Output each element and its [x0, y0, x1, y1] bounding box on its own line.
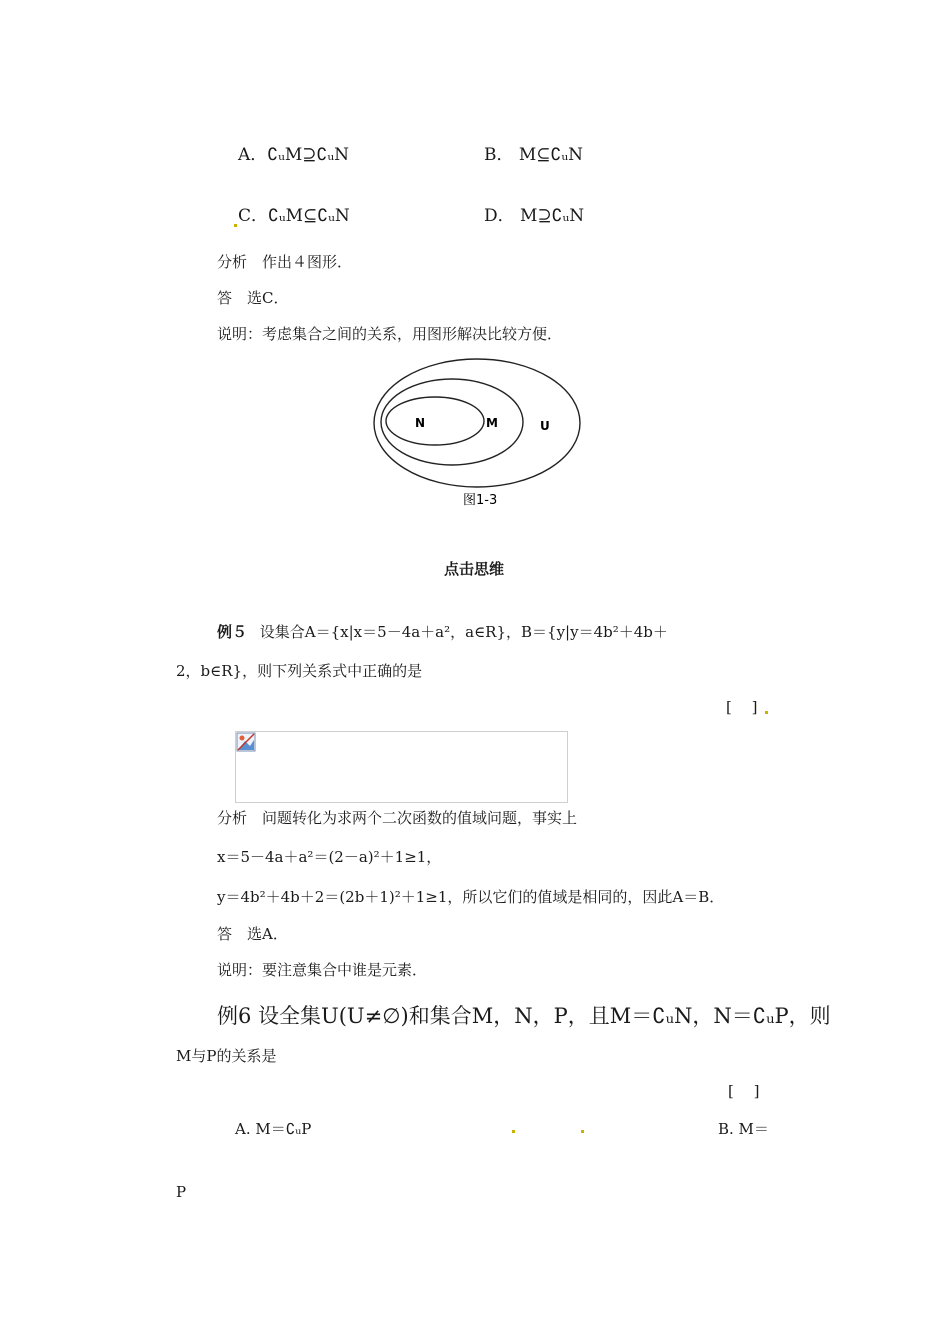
marker-dot	[765, 711, 768, 714]
analysis5-line1: 分析 问题转化为求两个二次函数的值域问题，事实上	[217, 809, 578, 827]
example5-label: 例５	[217, 623, 248, 641]
answer5: 答 选A．	[217, 925, 288, 943]
option-c: C．∁ᵤM⊆∁ᵤN	[238, 206, 350, 226]
label-m: M	[486, 416, 498, 430]
label-u: U	[540, 419, 550, 433]
note-q4: 说明：考虑集合之间的关系，用图形解决比较方便．	[217, 325, 563, 343]
example6-line2: M与P的关系是	[176, 1047, 277, 1065]
marker-dot	[581, 1130, 584, 1133]
example5-line1	[217, 621, 668, 642]
example5-line2: 2，b∈R}，则下列关系式中正确的是	[176, 662, 423, 680]
marker-dot	[234, 224, 237, 227]
option-d: D． M⊇∁ᵤN	[484, 206, 585, 226]
figure-caption: 图1-3	[463, 493, 498, 508]
example6-line1: 例6 设全集U(U≠∅)和集合M，N，P，且M＝∁ᵤN，N＝∁ᵤP，则	[217, 1004, 831, 1028]
example6-option-b: B. M＝	[718, 1120, 769, 1138]
option-b: B． M⊆∁ᵤN	[484, 145, 584, 165]
example5-bracket: [ ]	[726, 698, 758, 716]
example6-option-b-cont: P	[176, 1183, 187, 1201]
marker-dot	[512, 1130, 515, 1133]
broken-image-icon	[236, 732, 256, 752]
option-a: A．∁ᵤM⊇∁ᵤN	[238, 145, 349, 165]
analysis5-line3: y＝4b²＋4b＋2＝(2b＋1)²＋1≥1，所以它们的值域是相同的，因此A＝B．	[217, 888, 725, 906]
example5-text: 设集合A＝{x|x＝5－4a＋a²，a∈R}，B＝{y|y＝4b²＋4b＋	[259, 623, 668, 641]
analysis-q4: 分析 作出４图形．	[217, 253, 353, 271]
ellipse-n	[386, 397, 484, 445]
label-n: N	[415, 416, 426, 430]
analysis5-line2: x＝5－4a＋a²＝(2－a)²＋1≥1，	[217, 848, 442, 866]
section-title: 点击思维	[444, 560, 505, 578]
example6-option-a: A. M＝∁ᵤP	[235, 1120, 312, 1138]
note5: 说明：要注意集合中谁是元素．	[217, 961, 428, 979]
venn-diagram	[365, 358, 590, 518]
answer-q4: 答 选C．	[217, 289, 289, 307]
ellipse-m	[381, 379, 523, 465]
example6-bracket: [ ]	[728, 1082, 760, 1100]
image-placeholder	[235, 731, 568, 803]
